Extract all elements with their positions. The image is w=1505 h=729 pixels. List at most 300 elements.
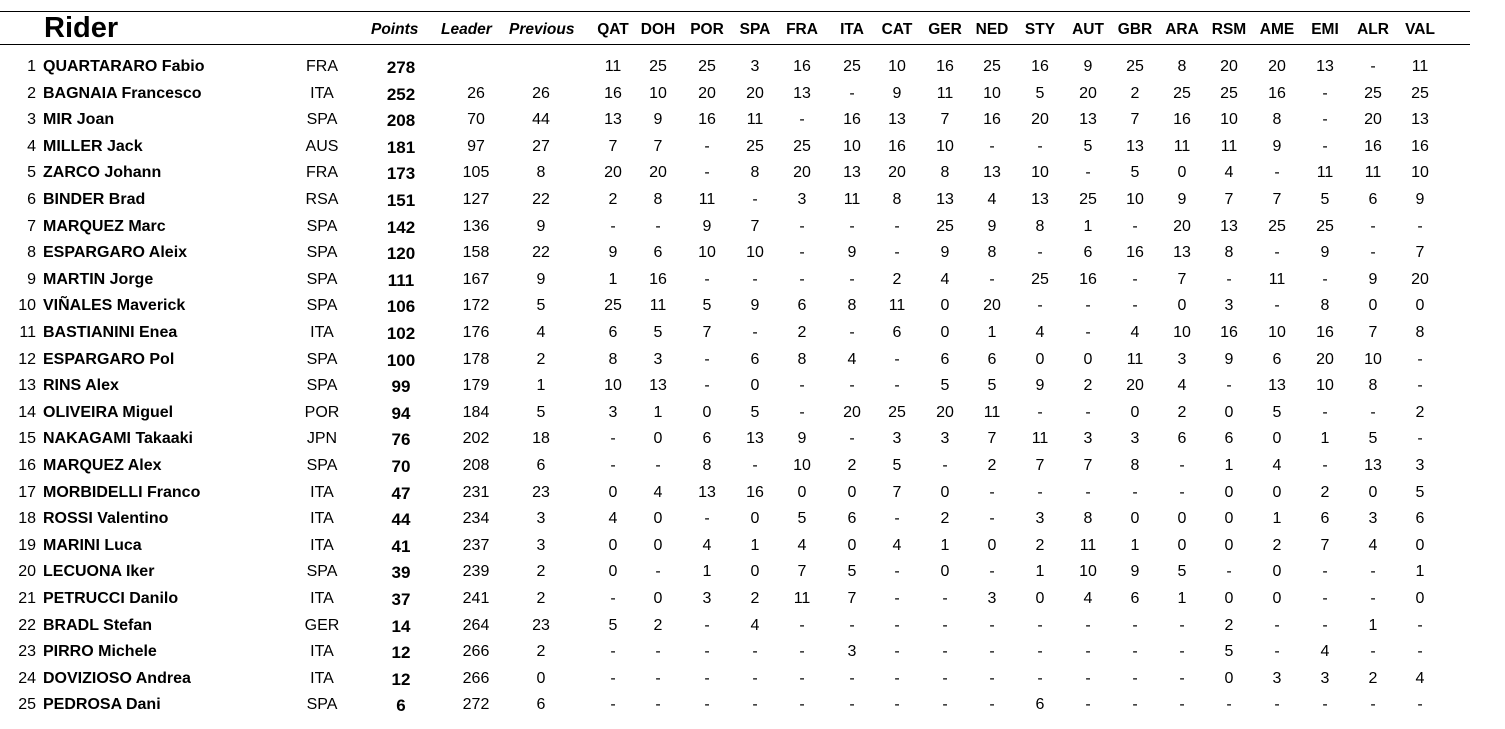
race-points-ger: 20 xyxy=(936,403,954,421)
race-points-doh: 11 xyxy=(649,297,667,315)
race-points-aut: 10 xyxy=(1079,563,1097,581)
race-points-ara: 4 xyxy=(1177,377,1187,395)
race-points-ger: 0 xyxy=(940,297,950,315)
race-points-spa: 11 xyxy=(746,111,764,129)
race-points-emi: 6 xyxy=(1320,510,1330,528)
gap-to-previous: 2 xyxy=(536,590,546,607)
race-points-ara: 9 xyxy=(1177,191,1187,208)
race-points-qat: - xyxy=(610,669,616,687)
race-points-spa: - xyxy=(752,457,758,474)
race-header-ara: ARA xyxy=(1165,21,1199,38)
race-points-fra: 9 xyxy=(797,430,807,448)
race-points-gbr: - xyxy=(1132,483,1138,501)
gap-to-previous: 4 xyxy=(536,324,546,341)
rider-position: 5 xyxy=(27,164,36,182)
race-points-qat: 10 xyxy=(604,377,622,395)
race-header-sty: STY xyxy=(1024,21,1056,38)
race-points-spa: 0 xyxy=(750,510,760,528)
race-points-por: - xyxy=(704,137,710,155)
race-points-aut: 0 xyxy=(1083,350,1093,368)
race-points-gbr: - xyxy=(1132,270,1138,288)
race-points-spa: 20 xyxy=(746,84,764,102)
race-points-doh: 20 xyxy=(649,164,667,182)
race-points-sty: 11 xyxy=(1031,430,1049,448)
race-points-ita: 3 xyxy=(847,643,857,661)
race-points-val: 13 xyxy=(1411,111,1429,129)
race-points-gbr: 11 xyxy=(1126,350,1144,368)
race-header-ita: ITA xyxy=(840,21,864,38)
race-points-ned: 7 xyxy=(987,430,997,448)
race-points-qat: 4 xyxy=(608,510,618,528)
rider-points: 181 xyxy=(386,137,416,157)
race-points-ara: 1 xyxy=(1177,590,1187,607)
race-points-qat: 5 xyxy=(608,616,618,634)
race-points-fra: 11 xyxy=(793,590,811,607)
gap-to-leader: 167 xyxy=(462,270,490,288)
race-points-ame: 6 xyxy=(1272,350,1282,368)
race-points-spa: 0 xyxy=(750,377,760,395)
rider-points: 173 xyxy=(386,164,416,184)
race-points-val: - xyxy=(1417,430,1423,448)
rider-name: MARQUEZ Alex xyxy=(43,457,162,474)
race-points-ame: 10 xyxy=(1268,324,1286,341)
rider-nationality: GER xyxy=(304,616,340,634)
race-points-ita: - xyxy=(849,84,855,102)
rider-position: 2 xyxy=(27,84,36,102)
rider-nationality: ITA xyxy=(310,536,334,554)
race-points-rsm: 1 xyxy=(1224,457,1234,474)
race-points-por: 7 xyxy=(702,324,712,341)
race-points-por: - xyxy=(704,164,710,182)
rider-position: 19 xyxy=(18,536,36,554)
race-points-alr: 4 xyxy=(1368,536,1378,554)
race-points-spa: 6 xyxy=(750,350,760,368)
race-points-alr: - xyxy=(1370,563,1376,581)
race-points-sty: 25 xyxy=(1031,270,1049,288)
race-points-alr: 6 xyxy=(1368,191,1378,208)
rider-name: RINS Alex xyxy=(43,377,119,395)
gap-to-previous: 8 xyxy=(536,164,546,182)
race-points-doh: 7 xyxy=(653,137,663,155)
race-points-ame: 8 xyxy=(1272,111,1282,129)
race-points-ame: 0 xyxy=(1272,483,1282,501)
race-points-rsm: 0 xyxy=(1224,510,1234,528)
race-points-emi: 8 xyxy=(1320,297,1330,315)
race-points-gbr: 25 xyxy=(1126,58,1144,75)
rider-position: 21 xyxy=(18,590,36,607)
rider-nationality: ITA xyxy=(310,669,334,687)
race-points-emi: 7 xyxy=(1320,536,1330,554)
rider-points: 12 xyxy=(391,643,411,663)
race-points-sty: 3 xyxy=(1035,510,1045,528)
race-points-doh: - xyxy=(655,217,661,235)
race-points-ger: 13 xyxy=(936,191,954,208)
rider-nationality: ITA xyxy=(310,510,334,528)
race-points-por: 20 xyxy=(698,84,716,102)
rider-name: NAKAGAMI Takaaki xyxy=(43,430,193,448)
race-points-por: 3 xyxy=(702,590,712,607)
rider-points: 6 xyxy=(396,696,406,716)
race-points-doh: 13 xyxy=(649,377,667,395)
race-points-rsm: 16 xyxy=(1220,324,1238,341)
race-points-ita: 0 xyxy=(847,483,857,501)
race-points-ned: - xyxy=(989,616,995,634)
rider-name: ZARCO Johann xyxy=(43,164,162,182)
race-points-ame: 9 xyxy=(1272,137,1282,155)
gap-to-leader: 172 xyxy=(462,297,490,315)
race-points-sty: 20 xyxy=(1031,111,1049,129)
race-points-emi: - xyxy=(1322,137,1328,155)
rider-points: 39 xyxy=(391,563,411,583)
race-points-spa: - xyxy=(752,669,758,687)
race-points-gbr: - xyxy=(1132,643,1138,661)
race-points-alr: - xyxy=(1370,696,1376,714)
race-points-ame: 3 xyxy=(1272,669,1282,687)
race-points-ger: 5 xyxy=(940,377,950,395)
race-points-sty: 5 xyxy=(1035,84,1045,102)
race-points-alr: 7 xyxy=(1368,324,1378,341)
race-points-sty: 16 xyxy=(1031,58,1049,75)
race-points-val: 0 xyxy=(1415,590,1425,607)
race-points-ger: 1 xyxy=(940,536,950,554)
race-points-gbr: 2 xyxy=(1130,84,1140,102)
gap-to-previous: 0 xyxy=(536,669,546,687)
race-points-doh: - xyxy=(655,457,661,474)
race-points-alr: 0 xyxy=(1368,297,1378,315)
race-points-val: 5 xyxy=(1415,483,1425,501)
race-points-ita: 5 xyxy=(847,563,857,581)
race-points-emi: - xyxy=(1322,696,1328,714)
race-points-por: - xyxy=(704,616,710,634)
gap-to-leader: 266 xyxy=(462,669,490,687)
race-points-alr: 16 xyxy=(1364,137,1382,155)
race-points-gbr: 10 xyxy=(1126,191,1144,208)
rider-position: 7 xyxy=(27,217,36,235)
race-points-emi: 3 xyxy=(1320,669,1330,687)
race-points-doh: 0 xyxy=(653,536,663,554)
race-points-ara: 20 xyxy=(1173,217,1191,235)
race-points-alr: 5 xyxy=(1368,430,1378,448)
rider-points: 120 xyxy=(386,244,416,264)
race-points-aut: 4 xyxy=(1083,590,1093,607)
race-points-ara: 7 xyxy=(1177,270,1187,288)
rider-nationality: SPA xyxy=(306,377,338,395)
race-points-ara: 16 xyxy=(1173,111,1191,129)
gap-to-previous: 2 xyxy=(536,350,546,368)
race-points-doh: - xyxy=(655,696,661,714)
race-points-alr: 25 xyxy=(1364,84,1382,102)
race-points-ger: - xyxy=(942,616,948,634)
race-points-ger: 2 xyxy=(940,510,950,528)
race-points-ita: 4 xyxy=(847,350,857,368)
race-points-doh: 16 xyxy=(649,270,667,288)
rider-position: 17 xyxy=(18,483,36,501)
gap-to-leader: 97 xyxy=(467,137,485,155)
gap-to-previous: 26 xyxy=(532,84,550,102)
race-points-val: 2 xyxy=(1415,403,1425,421)
gap-to-leader: 136 xyxy=(462,217,490,235)
race-points-gbr: 8 xyxy=(1130,457,1140,474)
race-points-ita: 7 xyxy=(847,590,857,607)
rider-points: 142 xyxy=(386,217,416,237)
race-points-alr: 1 xyxy=(1368,616,1378,634)
race-points-cat: 11 xyxy=(888,297,906,315)
race-points-cat: - xyxy=(894,643,900,661)
gap-to-leader: 202 xyxy=(462,430,490,448)
race-points-emi: 13 xyxy=(1316,58,1334,75)
rider-position: 16 xyxy=(18,457,36,474)
race-points-sty: 1 xyxy=(1035,563,1045,581)
race-points-ned: - xyxy=(989,483,995,501)
race-points-aut: 7 xyxy=(1083,457,1093,474)
race-points-por: 8 xyxy=(702,457,712,474)
race-points-spa: - xyxy=(752,324,758,341)
rider-name: VIÑALES Maverick xyxy=(43,297,186,315)
race-points-ger: 3 xyxy=(940,430,950,448)
race-points-ita: 0 xyxy=(847,536,857,554)
race-points-ned: 13 xyxy=(983,164,1001,182)
race-header-rsm: RSM xyxy=(1211,21,1247,38)
race-points-cat: - xyxy=(894,590,900,607)
race-points-spa: 9 xyxy=(750,297,760,315)
race-points-fra: - xyxy=(799,270,805,288)
race-points-emi: 25 xyxy=(1316,217,1334,235)
rider-nationality: ITA xyxy=(310,84,334,102)
race-points-ned: 16 xyxy=(983,111,1001,129)
rider-name: BAGNAIA Francesco xyxy=(43,84,202,102)
race-points-ned: 6 xyxy=(987,350,997,368)
race-points-spa: 10 xyxy=(746,244,764,262)
race-points-ned: - xyxy=(989,510,995,528)
race-points-ara: 13 xyxy=(1173,244,1191,262)
race-points-ara: 0 xyxy=(1177,297,1187,315)
race-points-qat: 0 xyxy=(608,563,618,581)
race-points-sty: 9 xyxy=(1035,377,1045,395)
rider-nationality: SPA xyxy=(306,244,338,262)
race-points-fra: - xyxy=(799,111,805,129)
race-points-spa: 1 xyxy=(750,536,760,554)
race-points-alr: 8 xyxy=(1368,377,1378,395)
race-points-cat: - xyxy=(894,244,900,262)
race-points-spa: - xyxy=(752,696,758,714)
race-points-por: 6 xyxy=(702,430,712,448)
rider-name: MARQUEZ Marc xyxy=(43,217,166,235)
rider-points: 44 xyxy=(391,510,411,530)
rider-position: 24 xyxy=(18,669,36,687)
race-points-qat: 7 xyxy=(608,137,618,155)
race-points-fra: - xyxy=(799,217,805,235)
race-points-gbr: 5 xyxy=(1130,164,1140,182)
race-points-aut: 9 xyxy=(1083,58,1093,75)
race-points-sty: 4 xyxy=(1035,324,1045,341)
race-points-cat: - xyxy=(894,616,900,634)
race-points-qat: 3 xyxy=(608,403,618,421)
rider-position: 22 xyxy=(18,616,36,634)
race-points-spa: 25 xyxy=(746,137,764,155)
race-points-por: 0 xyxy=(702,403,712,421)
race-points-val: - xyxy=(1417,377,1423,395)
race-points-spa: - xyxy=(752,643,758,661)
rider-nationality: ITA xyxy=(310,590,334,607)
race-points-ger: 0 xyxy=(940,324,950,341)
race-points-ara: - xyxy=(1179,457,1185,474)
race-points-por: - xyxy=(704,643,710,661)
race-points-gbr: 13 xyxy=(1126,137,1144,155)
race-points-qat: 13 xyxy=(604,111,622,129)
race-points-cat: 8 xyxy=(892,191,902,208)
race-points-gbr: 16 xyxy=(1126,244,1144,262)
race-points-emi: 10 xyxy=(1316,377,1334,395)
race-header-fra: FRA xyxy=(786,21,818,38)
race-points-emi: 9 xyxy=(1320,244,1330,262)
rider-points: 14 xyxy=(391,616,411,636)
race-points-ara: - xyxy=(1179,696,1185,714)
race-points-fra: - xyxy=(799,403,805,421)
race-header-aut: AUT xyxy=(1072,21,1104,38)
race-points-ned: 10 xyxy=(983,84,1001,102)
rider-position: 23 xyxy=(18,643,36,661)
race-points-ita: 11 xyxy=(843,191,861,208)
rider-position: 11 xyxy=(19,324,36,341)
race-header-ned: NED xyxy=(975,21,1009,38)
rider-points: 208 xyxy=(386,111,416,131)
race-points-ger: 7 xyxy=(940,111,950,129)
race-points-rsm: 20 xyxy=(1220,58,1238,75)
race-points-ame: 16 xyxy=(1268,84,1286,102)
rider-points: 70 xyxy=(391,457,411,476)
race-points-cat: - xyxy=(894,350,900,368)
race-points-emi: - xyxy=(1322,616,1328,634)
race-points-ame: 0 xyxy=(1272,430,1282,448)
race-points-emi: 5 xyxy=(1320,191,1330,208)
race-points-aut: 6 xyxy=(1083,244,1093,262)
rider-points: 99 xyxy=(391,377,411,397)
race-points-emi: 2 xyxy=(1320,483,1330,501)
race-points-rsm: 0 xyxy=(1224,536,1234,554)
race-header-ame: AME xyxy=(1259,21,1295,38)
rider-name: MARINI Luca xyxy=(43,536,142,554)
race-points-ame: 1 xyxy=(1272,510,1282,528)
rider-nationality: SPA xyxy=(306,111,338,129)
race-points-alr: 13 xyxy=(1364,457,1382,474)
race-points-ger: - xyxy=(942,590,948,607)
rider-points: 106 xyxy=(386,297,416,317)
race-points-aut: - xyxy=(1085,297,1091,315)
race-points-alr: 2 xyxy=(1368,669,1378,687)
race-points-val: 9 xyxy=(1415,191,1425,208)
race-points-alr: 10 xyxy=(1364,350,1382,368)
race-points-fra: 20 xyxy=(793,164,811,182)
race-points-qat: 2 xyxy=(608,191,618,208)
race-points-doh: 9 xyxy=(653,111,663,129)
race-points-ame: 11 xyxy=(1268,270,1286,288)
race-points-fra: 6 xyxy=(797,297,807,315)
rider-name: ESPARGARO Aleix xyxy=(43,244,188,262)
race-points-rsm: 2 xyxy=(1224,616,1234,634)
rider-points: 41 xyxy=(391,536,411,556)
race-points-por: - xyxy=(704,510,710,528)
race-points-sty: 6 xyxy=(1035,696,1045,714)
race-points-qat: 0 xyxy=(608,536,618,554)
rider-position: 12 xyxy=(18,350,36,368)
race-points-ara: - xyxy=(1179,643,1185,661)
rider-nationality: SPA xyxy=(306,270,338,288)
gap-to-previous: 2 xyxy=(536,643,546,661)
race-points-por: - xyxy=(704,669,710,687)
race-points-ned: 0 xyxy=(987,536,997,554)
race-points-aut: 5 xyxy=(1083,137,1093,155)
race-points-val: - xyxy=(1417,350,1423,368)
race-points-ita: - xyxy=(849,669,855,687)
race-points-aut: 2 xyxy=(1083,377,1093,395)
race-points-fra: 2 xyxy=(797,324,807,341)
race-points-ara: - xyxy=(1179,616,1185,634)
rider-nationality: FRA xyxy=(306,164,338,182)
race-points-ame: 13 xyxy=(1268,377,1286,395)
race-points-fra: 4 xyxy=(797,536,807,554)
race-points-gbr: - xyxy=(1132,297,1138,315)
rider-name: QUARTARARO Fabio xyxy=(43,58,205,75)
race-points-ger: - xyxy=(942,643,948,661)
race-points-aut: 13 xyxy=(1079,111,1097,129)
race-points-ame: - xyxy=(1274,643,1280,661)
gap-to-previous: 6 xyxy=(536,457,546,474)
rider-name: BRADL Stefan xyxy=(43,616,153,634)
race-points-alr: - xyxy=(1370,217,1376,235)
race-points-rsm: 6 xyxy=(1224,430,1234,448)
race-points-gbr: 3 xyxy=(1130,430,1140,448)
race-points-ger: 4 xyxy=(940,270,950,288)
race-points-ger: 0 xyxy=(940,563,950,581)
rider-points: 111 xyxy=(387,270,415,290)
race-points-aut: 8 xyxy=(1083,510,1093,528)
race-points-fra: - xyxy=(799,377,805,395)
race-points-fra: 0 xyxy=(797,483,807,501)
race-points-ara: 6 xyxy=(1177,430,1187,448)
race-points-rsm: - xyxy=(1226,270,1232,288)
gap-to-previous: 27 xyxy=(532,137,550,155)
race-points-alr: 0 xyxy=(1368,483,1378,501)
race-points-cat: 16 xyxy=(888,137,906,155)
rider-name: ROSSI Valentino xyxy=(43,510,169,528)
race-points-ita: 16 xyxy=(843,111,861,129)
gap-to-leader: 231 xyxy=(462,483,490,501)
race-points-qat: 9 xyxy=(608,244,618,262)
rider-nationality: ITA xyxy=(310,483,334,501)
race-points-ger: 11 xyxy=(936,84,954,102)
gap-to-leader: 241 xyxy=(462,590,490,607)
race-points-alr: - xyxy=(1370,244,1376,262)
race-points-doh: 25 xyxy=(649,58,667,75)
race-points-alr: - xyxy=(1370,58,1376,75)
race-points-aut: - xyxy=(1085,164,1091,182)
gap-to-leader: 237 xyxy=(462,536,490,554)
race-points-fra: - xyxy=(799,244,805,262)
race-points-doh: 2 xyxy=(653,616,663,634)
race-points-qat: - xyxy=(610,590,616,607)
rider-name: BASTIANINI Enea xyxy=(43,324,178,341)
race-points-aut: - xyxy=(1085,483,1091,501)
race-header-cat: CAT xyxy=(881,21,913,38)
gap-to-previous: 1 xyxy=(536,377,546,395)
race-points-spa: 5 xyxy=(750,403,760,421)
race-points-ned: - xyxy=(989,137,995,155)
race-points-aut: 25 xyxy=(1079,191,1097,208)
gap-to-previous: 23 xyxy=(532,483,550,501)
race-points-emi: - xyxy=(1322,270,1328,288)
rider-points: 94 xyxy=(391,403,411,423)
race-points-fra: 8 xyxy=(797,350,807,368)
